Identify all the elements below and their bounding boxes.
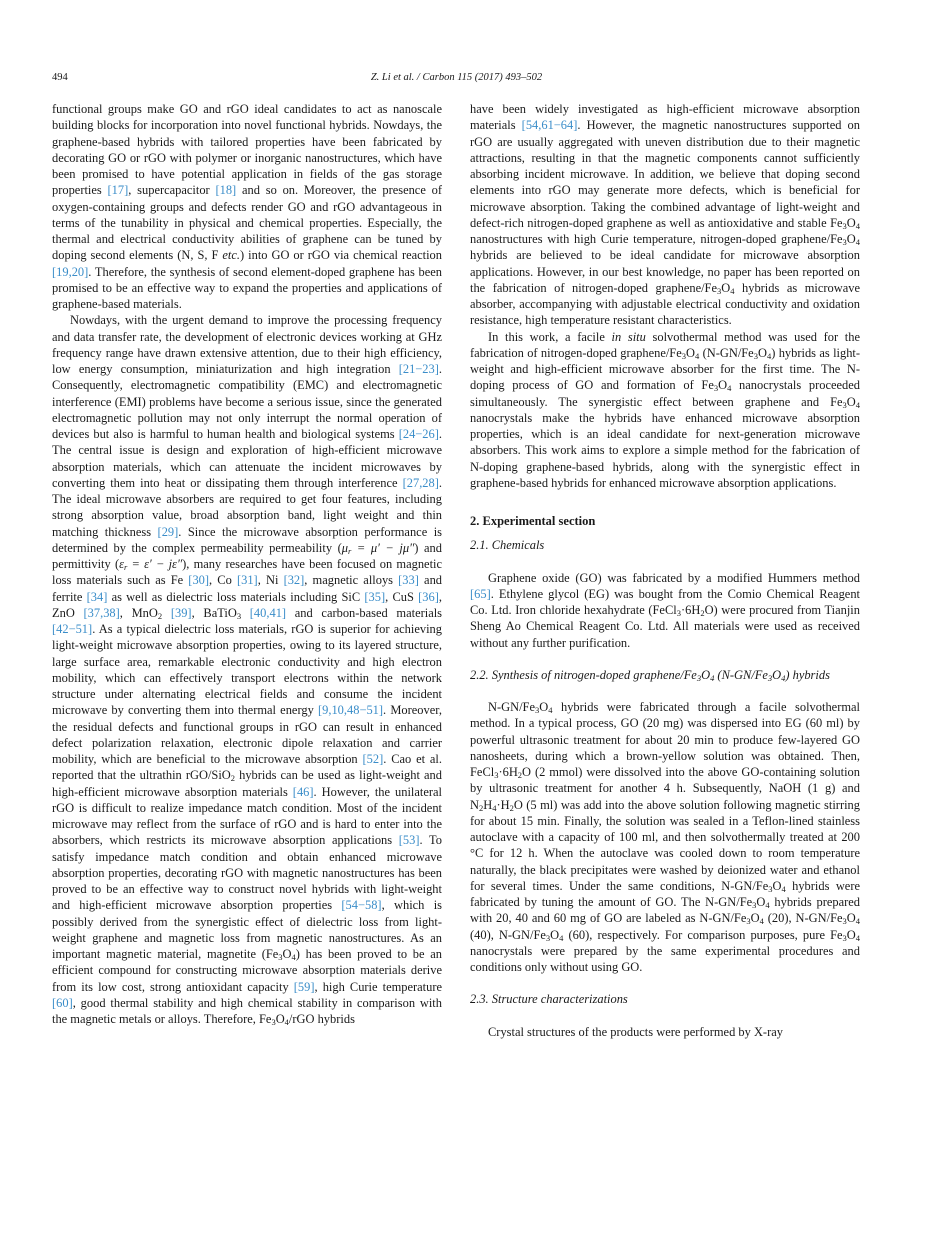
text-run: , ZnO bbox=[52, 589, 442, 620]
text-run: , magnetic alloys bbox=[304, 573, 399, 588]
subscript: 2 bbox=[230, 773, 236, 784]
text-run: ·H bbox=[496, 797, 510, 812]
paragraph bbox=[470, 101, 860, 329]
section-heading: 2. Experimental section bbox=[470, 514, 596, 528]
text-run: hybrids are believed to be ideal candidate for microwave absorption applications. However, in our best knowledge, no paper has been reported on the fabrication of nitrogen-doped graphene/Fe bbox=[470, 248, 860, 295]
text-run: , BaTiO bbox=[191, 605, 237, 620]
text-run: nanocrystals proceeded simultaneously. The synergistic effect between graphene and Fe bbox=[470, 378, 860, 409]
text-run: . Therefore, the synthesis of second element-doped graphene has been promised to be an effective way to expand the properties and applications of graphene-based materials. bbox=[52, 264, 442, 311]
citation-link[interactable]: [30] bbox=[188, 573, 210, 588]
paragraph bbox=[470, 329, 860, 492]
paragraph bbox=[470, 699, 860, 975]
citation-link[interactable]: [19,20] bbox=[52, 264, 89, 279]
subscript: 4 bbox=[855, 399, 860, 410]
subscript: 4 bbox=[855, 932, 861, 943]
text-run: O bbox=[701, 667, 711, 682]
text-run: , good thermal stability and high chemical stability in comparison with the magnetic metals or alloys. Therefore, Fe bbox=[52, 995, 442, 1026]
text-run: O) were procured from Tianjin Sheng Ao Chemical Reagent Co. Ltd. All materials were used as received without any further purification. bbox=[470, 603, 860, 650]
text-run: ) into GO or rGO via chemical reaction bbox=[240, 248, 442, 263]
paragraph bbox=[52, 312, 442, 1027]
text-run: , Ni bbox=[257, 573, 284, 588]
citation-link[interactable]: [37,38] bbox=[83, 605, 120, 620]
text-run: (20), N-GN/Fe bbox=[763, 911, 843, 926]
subscript: 2 bbox=[700, 608, 705, 618]
citation-link[interactable]: [31] bbox=[236, 573, 258, 588]
subscript: 3 bbox=[713, 383, 719, 394]
text-run: nanostructures with high Curie temperature, nitrogen-doped graphene/Fe bbox=[470, 232, 843, 246]
citation-link[interactable]: [33] bbox=[398, 573, 419, 588]
subscript: 4 bbox=[548, 705, 553, 715]
text-run: Crystal structures of the products were performed by X-ray bbox=[488, 1024, 783, 1039]
text-run: ε bbox=[119, 557, 124, 571]
text-run: and so on. Moreover, the presence of oxygen-containing groups and defects render GO and rGO advantageous in terms of the tunability in physical and chemical properties. Especially, the thermal and electrical conductivity abilities of graphene can be tuned by doping second elements (N, S, F bbox=[52, 183, 442, 263]
subscript: 3 bbox=[676, 608, 681, 618]
text-run: O bbox=[846, 927, 856, 942]
subscript: 2 bbox=[517, 770, 523, 780]
text-run: O bbox=[772, 667, 782, 682]
running-head bbox=[52, 72, 861, 88]
text-run: . The central issue is design and exploration of high-efficient microwave absorption materials, which can attenuate the incident microwaves by converting them into heat or dissipating them through interference bbox=[52, 427, 442, 490]
text-run: hybrids prepared with 20, 40 and 60 mg of GO are labeled as N-GN/Fe bbox=[470, 895, 860, 926]
text-run: 2.1. Chemicals bbox=[470, 538, 545, 553]
text-run: O bbox=[718, 378, 728, 393]
subscript: 4 bbox=[291, 952, 296, 962]
subscript: 4 bbox=[730, 285, 735, 296]
subscript: 3 bbox=[842, 220, 847, 231]
citation-link[interactable]: [35] bbox=[364, 589, 386, 604]
subscript: 4 bbox=[781, 883, 786, 894]
subscript: r bbox=[348, 545, 352, 556]
citation-link[interactable]: [53] bbox=[398, 833, 420, 848]
text-run: hybrids were fabricated by tuning the amount of GO. The N-GN/Fe bbox=[470, 878, 860, 909]
paragraph bbox=[470, 570, 860, 651]
text-run: . To satisfy impedance match condition and obtain enhanced microwave absorption properties, decorating rGO with magnetic nanostructures has been proved to be an effective way to construct novel hybrids with light-weight and high-efficient microwave absorption properties bbox=[52, 833, 442, 913]
citation-link[interactable]: [52] bbox=[362, 752, 384, 766]
text-run: O bbox=[550, 927, 560, 942]
subscript: 3 bbox=[768, 883, 773, 894]
citation-link[interactable]: [34] bbox=[86, 589, 108, 604]
subscript: 4 bbox=[559, 932, 564, 943]
citation-link[interactable]: [32] bbox=[283, 573, 305, 588]
text-run: O bbox=[846, 394, 856, 409]
text-run: O bbox=[846, 232, 856, 246]
subscript: 2 bbox=[157, 610, 163, 621]
text-run: . Moreover, the residual defects and functional groups in rGO can result in enhanced defect polarization relaxation, electronic dipole relaxation and carrier mobility, which are beneficial to the microwave absorption bbox=[52, 703, 442, 766]
subscript: 4 bbox=[855, 916, 860, 927]
subscript: 3 bbox=[681, 350, 686, 361]
text-run: H bbox=[483, 797, 493, 812]
text-run: ) hybrids bbox=[785, 667, 830, 682]
subscript: 3 bbox=[842, 237, 847, 247]
text-run: O bbox=[686, 345, 695, 360]
text-run: functional groups make GO and rGO ideal candidates to act as nanoscale building blocks for incorporation into novel functional hybrids. Nowdays, the graphene-based hybrids with tailored properties have been fabricated by decorating GO or rGO with polymer or inorganic nanostructures, which have been promised to have potential application in fields of the gas storage properties bbox=[52, 102, 442, 198]
text-run: hybrids were fabricated through a facile solvothermal method. In a typical process, GO (20 mg) was dispersed into EG (60 ml) by powerful ultrasonic treatment for about 20 min to produce few-layered GO nanosheets, during which a brown-yellow solution was obtained. Then, FeCl bbox=[470, 700, 860, 779]
text-run: O bbox=[750, 911, 760, 926]
text-run: (N-GN/Fe bbox=[714, 667, 768, 682]
subscript: 3 bbox=[236, 610, 242, 621]
text-run: O (5 ml) was add into the above solution following magnetic stirring for about 15 min. Finally, the solution was sealed in a Teflon-lined stainless autoclave with a capacity of 100 ml, and then solvothermally treated at 200 °C for 12 h. When the autoclave was cooled down to room temperature naturally, the black precipitates were washed by deionized water and ethanol for several times. Under the same conditions, N-GN/Fe bbox=[470, 797, 860, 893]
text-run: O bbox=[282, 947, 292, 961]
citation-link[interactable]: [46] bbox=[292, 784, 314, 799]
text-run: N-GN/Fe bbox=[488, 700, 535, 714]
subsection-heading bbox=[470, 991, 860, 1007]
text-run: . Since the microwave absorption performance is determined by the complex permeability permeability ( bbox=[52, 524, 442, 555]
text-run: etc. bbox=[222, 248, 241, 263]
text-run: , MnO bbox=[119, 605, 158, 620]
right-column bbox=[470, 101, 860, 1040]
text-run bbox=[162, 606, 171, 620]
citation-link[interactable]: [65] bbox=[470, 586, 491, 601]
text-run: solvothermal method was used for the fabrication of nitrogen-doped graphene/Fe bbox=[470, 329, 860, 360]
citation-link[interactable]: [60] bbox=[52, 995, 73, 1010]
paragraph bbox=[52, 101, 442, 312]
text-run: nanocrystals were prepared by the same experimental procedures and conditions only without using GO. bbox=[470, 943, 860, 974]
text-run: ), many researches have been focused on magnetic loss materials such as Fe bbox=[52, 557, 442, 588]
subscript: 3 bbox=[271, 1017, 276, 1027]
citation-link[interactable]: [42−51] bbox=[52, 622, 93, 636]
citation-link[interactable]: [9,10,48−51] bbox=[317, 703, 384, 718]
subscript: 4 bbox=[765, 900, 770, 910]
citation-link[interactable]: [40,41] bbox=[249, 605, 287, 620]
text-run: , Co bbox=[209, 573, 237, 588]
text-run: = μ′ − jμ″ bbox=[351, 540, 415, 555]
text-run: , which is possibly derived from the synergistic effect of dielectric loss from light-weight graphene and magnetic loss from magnetic nanostructures. As an important magnetic material, magnetite (Fe bbox=[52, 898, 442, 961]
text-run bbox=[241, 606, 250, 620]
text-run: (N-GN/Fe bbox=[699, 345, 754, 360]
text-run: 2.3. Structure characterizations bbox=[470, 992, 628, 1007]
citation-link[interactable]: [39] bbox=[170, 605, 192, 620]
subscript: 3 bbox=[842, 932, 847, 943]
subscript: 3 bbox=[696, 672, 702, 683]
text-run: ) and permittivity ( bbox=[52, 540, 442, 571]
citation-link[interactable]: [29] bbox=[157, 524, 179, 539]
left-column bbox=[52, 101, 442, 1027]
citation-link[interactable]: [18] bbox=[215, 183, 237, 198]
subscript: 4 bbox=[727, 383, 732, 394]
text-run: , high Curie temperature bbox=[314, 979, 442, 994]
subscript: 3 bbox=[494, 770, 499, 780]
subscript: 3 bbox=[534, 705, 540, 715]
text-run: ·6H bbox=[680, 603, 701, 617]
subscript: 4 bbox=[759, 916, 764, 927]
text-run: . The ideal microwave absorbers are required to get four features, including strong absorption value, broad absorption band, light weight and thin matching thickness bbox=[52, 475, 442, 539]
subscript: 4 bbox=[710, 672, 715, 683]
subscript: 4 bbox=[284, 1017, 289, 1027]
text-run: O (2 mmol) were dissolved into the above GO-containing solution by ultrasonic treatment for another 4 h. Subsequently, NaOH (1 g) and N bbox=[470, 765, 860, 812]
citation-link[interactable]: [54−58] bbox=[341, 898, 382, 913]
text-run: ·6H bbox=[498, 765, 518, 779]
text-run: and ferrite bbox=[52, 573, 443, 604]
text-run: ) hybrids as light-weight and high-efficient microwave absorber for the first time. The N-doping process of GO and formation of Fe bbox=[470, 345, 861, 393]
text-run: Graphene oxide (GO) was fabricated by a modified Hummers method bbox=[488, 570, 860, 585]
subscript: 4 bbox=[694, 350, 700, 361]
subscript: 4 bbox=[855, 237, 860, 247]
text-run: nanocrystals make the hybrids have enhanced microwave absorption properties, which is an ideal candidate for next-generation microwave absorbers. This work aims to explore a simple method for the fabrication of N-doping graphene-based hybrids, along with the synergistic effect in graphene-based hybrids for enhanced microwave absorption applications. bbox=[470, 410, 860, 490]
text-run: as well as dielectric loss materials including SiC bbox=[107, 589, 365, 604]
text-run: O bbox=[275, 1012, 285, 1026]
subscript: 3 bbox=[752, 900, 757, 910]
text-run: O bbox=[539, 700, 549, 714]
subscript: 2 bbox=[509, 802, 514, 813]
citation-link[interactable]: [54,61−64] bbox=[521, 118, 578, 133]
text-run: , CuS bbox=[385, 589, 419, 604]
subscript: 4 bbox=[781, 672, 786, 683]
text-run: O bbox=[757, 345, 767, 360]
subscript: 4 bbox=[766, 350, 772, 361]
subscript: 3 bbox=[767, 672, 773, 683]
text-run: O bbox=[846, 911, 856, 926]
running-title: Z. Li et al. / Carbon 115 (2017) 493–502 bbox=[370, 72, 543, 83]
page-number: 494 bbox=[52, 72, 68, 83]
text-run: In this work, a facile bbox=[488, 329, 612, 344]
subscript: r bbox=[124, 562, 128, 572]
citation-link[interactable]: [59] bbox=[293, 979, 315, 994]
text-run: (40), N-GN/Fe bbox=[470, 927, 546, 942]
text-run: μ bbox=[341, 540, 349, 555]
text-run: ) has been proved to be an efficient compound for constructing microwave absorption materials derive from its low cost, strong antioxidant capacity bbox=[52, 947, 442, 994]
text-run: in situ bbox=[611, 329, 646, 344]
text-run: O bbox=[846, 215, 856, 230]
citation-link[interactable]: [24−26] bbox=[398, 427, 439, 441]
subscript: 3 bbox=[278, 952, 283, 962]
paragraph bbox=[470, 1024, 860, 1040]
text-run: . Cao et al. reported that the ultrathin rGO/SiO bbox=[52, 752, 442, 783]
subscript: 4 bbox=[492, 802, 497, 813]
subscript: 3 bbox=[545, 932, 551, 943]
subscript: 3 bbox=[717, 285, 722, 296]
text-run: = ε′ − jε″ bbox=[127, 557, 183, 571]
text-run: . Consequently, electromagnetic compatibility (EMC) and electromagnetic interference (EMI) problems have become a serious issue, since the generated electromagnetic pollution may not only interrupt the normal operation of devices but also is harmful to human health and biological systems bbox=[52, 362, 442, 441]
text-run: (60), respectively. For comparison purposes, pure Fe bbox=[563, 927, 843, 942]
text-run: . However, the magnetic nanostructures supported on rGO are usually aggregated with uneven distribution due to their magnetic attractions, resulting in that the magnetic components cannot sufficiently absorbing incident microwave. In addition, we believe that doping second elements into rGO may generate more defects, which is beneficial for microwave absorption. Taking the combined advantage of light-weight and defect-rich nitrogen-doped graphene as well as antioxidative and stable Fe bbox=[470, 118, 860, 230]
subsection-heading bbox=[470, 537, 860, 553]
subscript: 4 bbox=[855, 220, 860, 231]
text-run: O bbox=[721, 280, 731, 295]
text-run: 2.2. Synthesis of nitrogen-doped graphene/Fe bbox=[470, 667, 697, 682]
citation-link[interactable]: [17] bbox=[107, 183, 129, 198]
text-run: /rGO hybrids bbox=[288, 1012, 355, 1026]
subscript: 3 bbox=[753, 350, 758, 361]
citation-link[interactable]: [27,28] bbox=[402, 475, 439, 490]
subsection-heading bbox=[470, 667, 860, 683]
subscript: 3 bbox=[842, 399, 847, 410]
text-run: . However, the unilateral rGO is difficult to realize impedance match condition. Most of the incident microwave may reflect from the surface of rGO and is hard to enter into the absorbers, which restricts its microwave absorption applications bbox=[52, 784, 442, 848]
text-run: . As a typical dielectric loss materials, rGO is superior for achieving light-weight microwave absorption properties, owing to its layered structure, large surface area, remarkable electronic conductivity and high electron mobility, which can effectively transport electrons within the network structure under alternating electrical fields and consume the incident microwave by converting them into thermal energy bbox=[52, 622, 442, 718]
text-run: O bbox=[772, 878, 782, 893]
text-run: and carbon-based materials bbox=[286, 605, 443, 620]
citation-link[interactable]: [21−23] bbox=[398, 362, 439, 376]
text-run: . Ethylene glycol (EG) was bought from the Comio Chemical Reagent Co. Ltd. Iron chloride hexahydrate (FeCl bbox=[470, 586, 860, 617]
text-run: O bbox=[756, 895, 766, 909]
subscript: 3 bbox=[842, 916, 847, 927]
citation-link[interactable]: [36] bbox=[418, 589, 439, 604]
text-run: hybrids as microwave absorber, accompanying with adjustable electrical conductivity and oxidation resistance, high temperature resistant characteristics. bbox=[470, 280, 860, 328]
text-run: hybrids can be used as light-weight and high-efficient microwave absorption materials bbox=[52, 768, 442, 799]
text-run: Nowdays, with the urgent demand to improve the processing frequency and data transfer rate, the development of electronic devices working at GHz frequency range have drawn extensive attention, due to their high efficiency, low energy consumption, miniaturization and high integration bbox=[52, 313, 442, 376]
subscript: 2 bbox=[478, 802, 484, 813]
text-run: have been widely investigated as high-efficient microwave absorption materials bbox=[470, 102, 860, 133]
subscript: 3 bbox=[746, 916, 751, 927]
text-run: , supercapacitor bbox=[128, 183, 216, 198]
